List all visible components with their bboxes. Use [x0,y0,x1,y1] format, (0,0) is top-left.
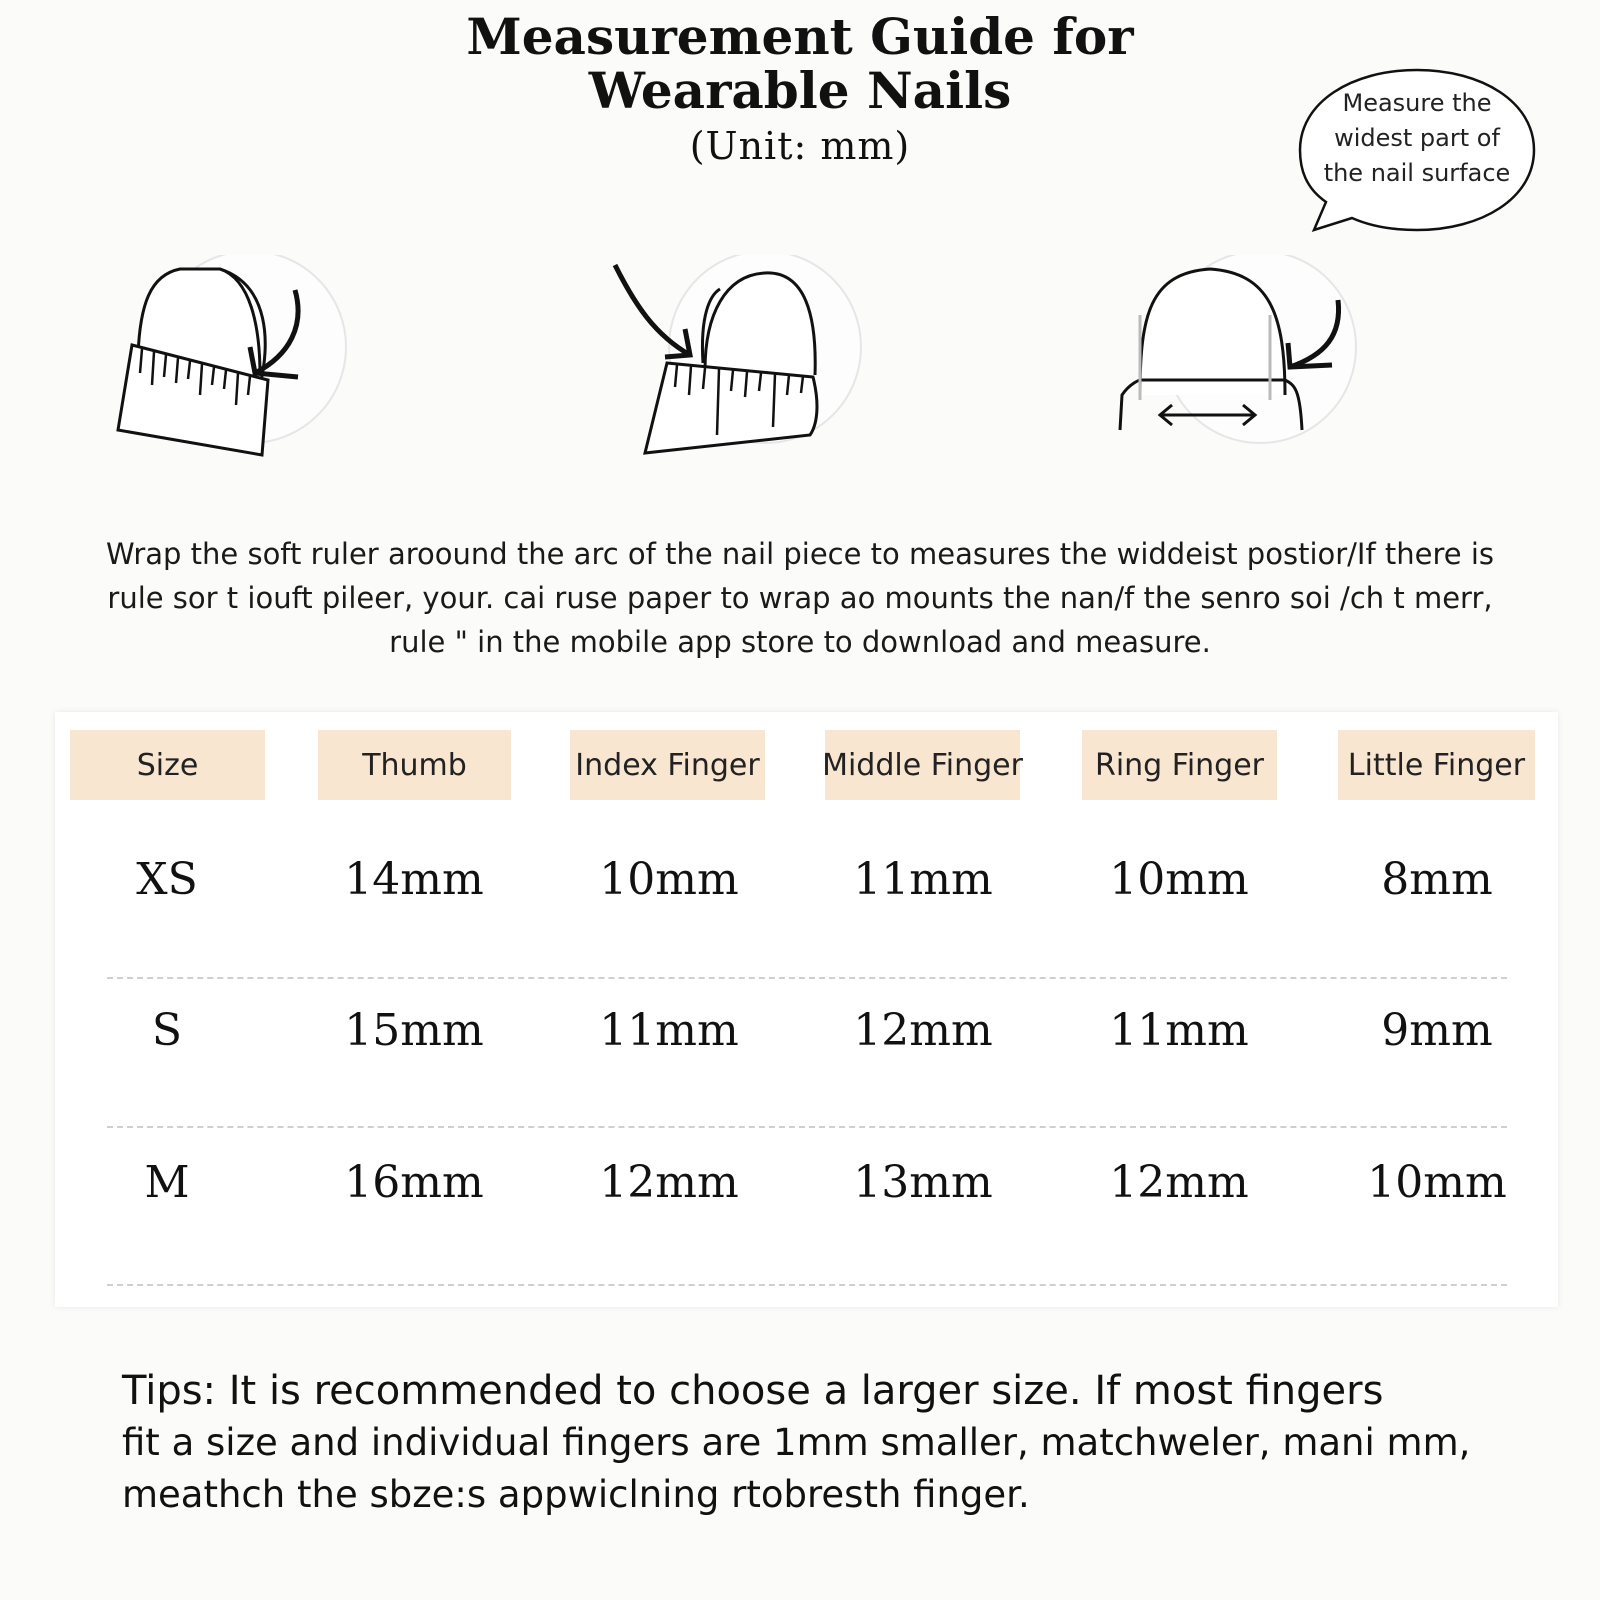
header-ring-finger: Ring Finger [1082,730,1277,800]
instructions-line-1: Wrap the soft ruler aroound the arc of the nail piece to measures the widdeist postior/If there is [105,537,1495,571]
table-cell: 8mm [1381,854,1493,905]
bubble-line-3: the nail surface [1323,159,1511,187]
ruler-wrap-left-icon [110,255,370,480]
header-little-finger: Little Finger [1338,730,1535,800]
tips-label: Tips: [122,1368,217,1414]
table-cell: 12mm [1109,1157,1249,1208]
row-divider [107,1284,1507,1286]
header-index-finger: Index Finger [570,730,765,800]
table-cell: 16mm [344,1157,484,1208]
table-cell: S [151,1005,183,1056]
width-arrow-icon [1110,255,1370,480]
header-size: Size [70,730,265,800]
table-cell: 9mm [1381,1005,1493,1056]
tips-text [122,1365,1542,1521]
table-cell: 10mm [599,854,739,905]
table-cell: 11mm [599,1005,739,1056]
table-cell: 11mm [853,854,993,905]
speech-bubble [1292,68,1542,238]
speech-bubble-text [1292,86,1542,191]
table-cell: M [144,1157,190,1208]
table-cell: 14mm [344,854,484,905]
table-cell: 12mm [853,1005,993,1056]
page-title-line1: Measurement Guide for [466,7,1134,66]
table-cell: 12mm [599,1157,739,1208]
unit-label: (Unit: mm) [689,124,911,168]
page-title-line2: Wearable Nails [588,61,1012,120]
table-cell: 10mm [1367,1157,1507,1208]
table-cell: 11mm [1109,1005,1249,1056]
tips-line-1 [122,1365,1542,1417]
instructions-line-2: rule sor t iouft pileer, your. cai ruse paper to wrap ao mounts the nan/f the senro soi /ch t merr, [107,581,1493,615]
row-divider [107,977,1507,979]
tips-line-2: fit a size and individual fingers are 1mm smaller, matchweler, mani mm, [122,1421,1471,1464]
row-divider [107,1126,1507,1128]
header-thumb: Thumb [318,730,511,800]
header-middle-finger: Middle Finger [825,730,1020,800]
size-table [55,712,1558,1307]
table-cell: 10mm [1109,854,1249,905]
instructions-line-3: rule " in the mobile app store to download and measure. [389,625,1211,659]
bubble-line-2: widest part of [1334,124,1500,152]
table-cell: 13mm [853,1157,993,1208]
bubble-line-1: Measure the [1342,89,1492,117]
table-cell: XS [136,854,198,905]
ruler-wrap-right-icon [605,255,875,480]
table-cell: 15mm [344,1005,484,1056]
instructions-text [60,532,1540,664]
tips-line-1-text: It is recommended to choose a larger size. If most fingers [216,1368,1384,1414]
tips-line-3: meathch the sbze:s appwiclning rtobresth finger. [122,1473,1030,1516]
